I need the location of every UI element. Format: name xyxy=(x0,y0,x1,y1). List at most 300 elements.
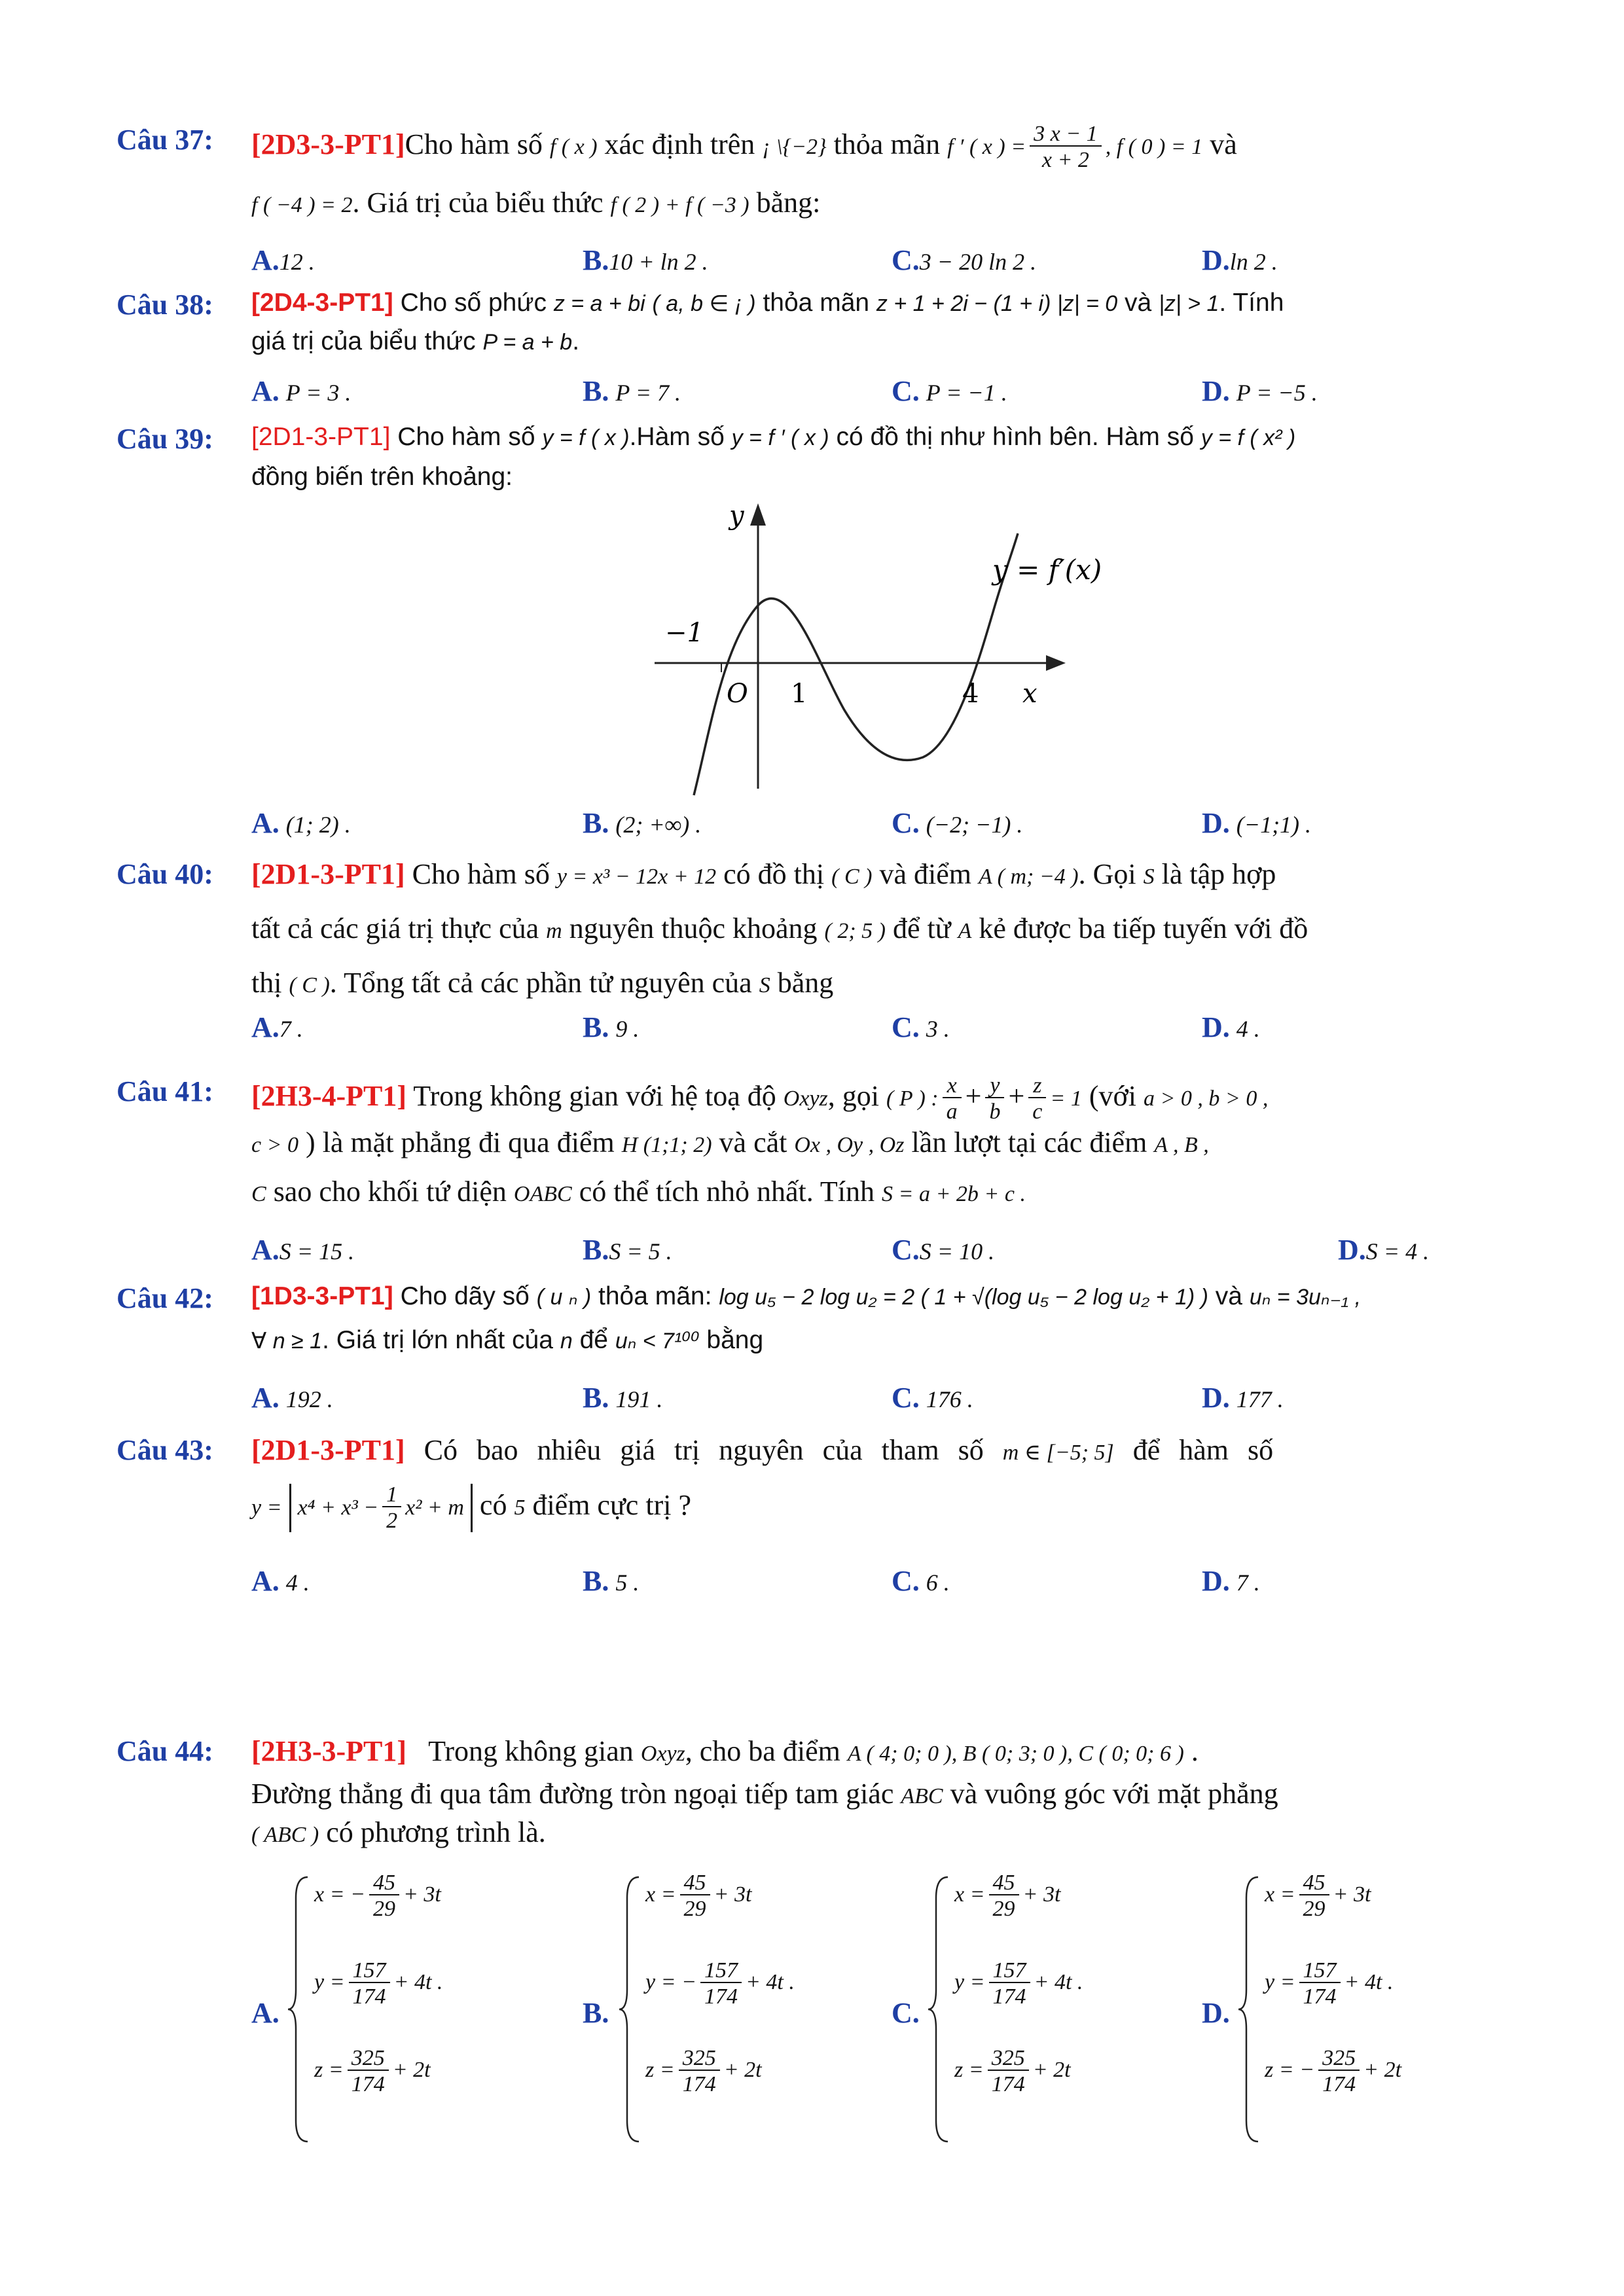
option-value: (2; +∞) . xyxy=(615,812,702,838)
math: x = xyxy=(1265,1882,1295,1907)
text: . xyxy=(572,327,580,355)
option-letter: C. xyxy=(892,1382,920,1414)
text: , gọi xyxy=(827,1080,879,1113)
math: + 2t xyxy=(392,2057,431,2082)
math: A , B , xyxy=(1154,1133,1209,1157)
text: Trong không gian xyxy=(428,1735,634,1767)
math: m xyxy=(546,918,562,943)
question-text xyxy=(251,912,1517,946)
option-value: (1; 2) . xyxy=(285,812,351,838)
option-value: 4 . xyxy=(1236,1016,1260,1042)
question-text xyxy=(251,857,1517,892)
option-letter: B. xyxy=(583,244,609,276)
math: ¡ \{−2} xyxy=(762,135,827,160)
question-number: Câu 37: xyxy=(117,124,213,156)
math: Oxyz xyxy=(640,1742,685,1766)
math: + 4t . xyxy=(1034,1969,1083,1994)
text: có thể tích nhỏ nhất. Tính xyxy=(579,1175,875,1208)
text: thỏa mãn xyxy=(833,128,941,161)
option-a[interactable] xyxy=(251,1011,303,1044)
question-text xyxy=(251,462,1517,493)
math: x = xyxy=(645,1882,676,1907)
option-letter: C. xyxy=(892,1565,920,1597)
option-value: (−1;1) . xyxy=(1236,812,1312,838)
option-value: (−2; −1) . xyxy=(926,812,1023,838)
denominator: 174 xyxy=(704,1984,738,2009)
denominator: 29 xyxy=(992,1897,1015,1921)
derivative-graph xyxy=(648,501,1119,802)
question-text xyxy=(251,1484,1517,1532)
math: , B ( 0; 3; 0 ) xyxy=(951,1742,1068,1766)
option-letter: A. xyxy=(251,1565,280,1597)
option-d[interactable] xyxy=(1202,1011,1260,1044)
y-axis-arrow-icon xyxy=(750,503,766,526)
math: z + 1 + 2i − (1 + i) |z| = 0 xyxy=(876,291,1118,316)
text: Đường thẳng đi qua tâm đường tròn ngoại tiếp tam giác xyxy=(251,1777,894,1810)
math: y = − xyxy=(645,1969,696,1994)
question-text xyxy=(251,327,1517,357)
math: y = x³ − 12x + 12 xyxy=(556,865,717,889)
question-text xyxy=(251,1433,1517,1468)
option-letter: A. xyxy=(251,375,280,407)
math: ( C ) xyxy=(289,973,330,997)
denominator: 29 xyxy=(1303,1897,1326,1921)
numerator: 325 xyxy=(679,2047,720,2071)
option-letter: B. xyxy=(583,1234,609,1266)
option-value: P = −5 . xyxy=(1236,380,1318,406)
math: P = a + b xyxy=(482,329,573,355)
question-text xyxy=(251,1175,1517,1210)
option-value: 3 − 20 ln 2 . xyxy=(919,249,1037,275)
text: sao cho khối tứ diện xyxy=(273,1175,507,1208)
option-letter: A. xyxy=(251,1011,280,1043)
fraction xyxy=(989,1960,1030,2008)
math: OABC xyxy=(513,1181,572,1206)
tick-1: 1 xyxy=(791,679,808,709)
question-number: Câu 42: xyxy=(117,1282,213,1314)
brace-icon xyxy=(618,1872,644,2147)
math: ( u ₙ ) xyxy=(536,1285,592,1310)
math: + 2t xyxy=(1363,2057,1402,2082)
numerator: 3 x − 1 xyxy=(1030,123,1102,147)
question-number: Câu 40: xyxy=(117,858,213,890)
text: lần lượt tại các điểm xyxy=(911,1126,1147,1158)
math: f ( −4 ) = 2 xyxy=(251,193,353,217)
math: Oxyz xyxy=(783,1086,828,1111)
text: Cho hàm số xyxy=(405,128,543,161)
text: bằng xyxy=(706,1325,764,1354)
text: bằng: xyxy=(756,187,821,219)
option-letter: D. xyxy=(1202,1997,1230,2029)
question-text xyxy=(251,123,1517,171)
option-d[interactable] xyxy=(1202,374,1318,408)
numerator: 325 xyxy=(988,2047,1029,2071)
math: + 4t . xyxy=(745,1969,795,1994)
question-tag: [2D1-3-PT1] xyxy=(251,858,405,890)
option-letter: B. xyxy=(583,1382,609,1414)
text: thỏa mãn xyxy=(763,289,870,317)
system-row-z xyxy=(954,2047,1071,2096)
text: Cho hàm số xyxy=(397,423,535,451)
text: để xyxy=(579,1325,608,1354)
text: điểm cực trị ? xyxy=(532,1488,691,1521)
math: S xyxy=(759,973,770,997)
option-value: 191 . xyxy=(615,1386,663,1412)
text: Cho hàm số xyxy=(412,858,550,890)
math: Ox , Oy , Oz xyxy=(794,1133,905,1157)
option-a[interactable] xyxy=(251,243,315,277)
question-text xyxy=(251,1734,1517,1769)
option-value: S = 4 . xyxy=(1365,1238,1430,1265)
question-tag: [2D1-3-PT1] xyxy=(251,423,391,451)
numerator: z xyxy=(1028,1075,1046,1098)
numerator: 45 xyxy=(680,1872,710,1895)
denominator: 174 xyxy=(991,2072,1025,2096)
math: ( 2; 5 ) xyxy=(824,918,886,943)
math: f ′ ( x ) = xyxy=(947,135,1026,160)
option-b[interactable] xyxy=(583,1233,672,1266)
system-row-y xyxy=(314,1960,442,2008)
text: , cho ba điểm xyxy=(685,1735,840,1767)
fraction xyxy=(382,1484,401,1532)
fraction xyxy=(985,1075,1004,1123)
system-row-y xyxy=(645,1960,795,2008)
math: x⁴ + x³ − xyxy=(297,1495,379,1520)
question-text: [2H3-4-PT1] Trong không gian với hệ toạ độ Oxyz, gọi ( P ) : $\frac{x}{a}$ + $\frac{y}{b}$ + $\frac{z}{c}$ = 1 (với a > 0 , b > 0 , xyxy=(251,1073,1269,1124)
text: tất cả các giá trị thực của xyxy=(251,912,539,944)
text: thị xyxy=(251,966,282,999)
math: n xyxy=(560,1328,573,1354)
denominator: 29 xyxy=(372,1897,395,1921)
math: , f ( 0 ) = 1 xyxy=(1105,135,1203,160)
math: y = f ′ ( x ) xyxy=(731,425,829,450)
option-value: 6 . xyxy=(926,1570,950,1596)
text: và xyxy=(1215,1282,1242,1310)
absolute-value xyxy=(289,1484,473,1532)
question-tag: [2D1-3-PT1] xyxy=(251,1434,405,1466)
y-label: y xyxy=(729,501,744,531)
option-value: 7 . xyxy=(279,1016,303,1042)
option-letter: D. xyxy=(1202,1565,1230,1597)
option-a[interactable] xyxy=(251,1564,310,1598)
text: .Hàm số xyxy=(629,423,725,451)
math: A xyxy=(958,918,972,943)
option-b[interactable] xyxy=(583,1564,639,1598)
option-letter: D. xyxy=(1202,244,1230,276)
option-b[interactable] xyxy=(583,1381,662,1414)
text: Cho dãy số xyxy=(400,1282,530,1310)
option-letter: C. xyxy=(892,1997,920,2029)
text: giá trị của biểu thức xyxy=(251,327,476,355)
denominator: b xyxy=(989,1100,1001,1124)
math: ( P ) : xyxy=(886,1086,939,1111)
question-text xyxy=(251,1325,1517,1356)
numerator: 325 xyxy=(1318,2047,1360,2071)
math: y = xyxy=(314,1969,345,1994)
fraction xyxy=(680,1872,710,1920)
system-row-y xyxy=(954,1960,1083,2008)
option-letter: B. xyxy=(583,1997,609,2029)
question-number: Câu 41: xyxy=(117,1075,213,1107)
fraction xyxy=(349,1960,390,2008)
option-value: P = 3 . xyxy=(285,380,352,406)
option-letter: B. xyxy=(583,1011,609,1043)
math: c > 0 xyxy=(251,1133,299,1157)
math: S = a + 2b + c . xyxy=(882,1181,1026,1206)
curve xyxy=(694,533,1018,795)
denominator: 174 xyxy=(992,1984,1026,2009)
math: + 4t . xyxy=(393,1969,443,1994)
option-c[interactable] xyxy=(892,374,1007,408)
denominator: 174 xyxy=(1303,1984,1337,2009)
math: , C ( 0; 0; 6 ) xyxy=(1067,1742,1184,1766)
option-value: 176 . xyxy=(926,1386,973,1412)
math: ( ABC ) xyxy=(251,1822,319,1847)
denominator: 174 xyxy=(351,2072,385,2096)
option-d[interactable] xyxy=(1202,806,1311,840)
denominator: 174 xyxy=(1322,2072,1356,2096)
math: z = − xyxy=(1265,2057,1315,2082)
option-value: 9 . xyxy=(615,1016,640,1042)
numerator: 157 xyxy=(349,1960,390,1983)
x-label: x xyxy=(1022,679,1038,709)
option-b[interactable] xyxy=(583,1011,639,1044)
math: + 3t xyxy=(1333,1882,1371,1907)
math: + 4t . xyxy=(1344,1969,1394,1994)
fraction xyxy=(700,1960,742,2008)
text: . Tính xyxy=(1219,289,1284,317)
question-number: Câu 43: xyxy=(117,1434,213,1466)
option-value: 177 . xyxy=(1236,1386,1284,1412)
question-number: Câu 44: xyxy=(117,1735,213,1767)
question-text xyxy=(251,966,1517,1001)
question-number: Câu 39: xyxy=(117,423,213,455)
math: z = xyxy=(954,2057,984,2082)
math: x = − xyxy=(314,1882,365,1907)
denominator: c xyxy=(1032,1100,1043,1124)
option-c[interactable] xyxy=(892,1381,973,1414)
option-c[interactable] xyxy=(892,1233,994,1266)
math: A ( m; −4 ) xyxy=(978,865,1079,889)
question-text xyxy=(251,288,1517,319)
question-text xyxy=(251,1282,1517,1312)
denominator: 174 xyxy=(682,2072,716,2096)
option-letter: B. xyxy=(583,1565,609,1597)
text: . Giá trị của biểu thức xyxy=(352,187,604,219)
option-letter: B. xyxy=(583,807,609,839)
text: có phương trình là. xyxy=(326,1816,546,1848)
question-tag: [2D4-3-PT1] xyxy=(251,289,393,317)
system-row-x xyxy=(1265,1872,1371,1920)
math: 5 xyxy=(514,1495,526,1520)
option-value: P = −1 . xyxy=(926,380,1007,406)
option-value: 4 . xyxy=(285,1570,310,1596)
math: x = xyxy=(954,1882,985,1907)
numerator: 157 xyxy=(989,1960,1030,1983)
math: y = xyxy=(1265,1969,1295,1994)
math: = 1 xyxy=(1050,1086,1082,1111)
option-letter: A. xyxy=(251,1234,280,1266)
option-letter: A. xyxy=(251,1997,280,2029)
option-a[interactable] xyxy=(251,1381,333,1414)
math: f ( 2 ) + f ( −3 ) xyxy=(610,193,749,217)
system-row-y xyxy=(1265,1960,1393,2008)
option-b[interactable] xyxy=(583,374,681,408)
math: y = xyxy=(954,1969,985,1994)
option-letter: C. xyxy=(892,1234,920,1266)
math: C xyxy=(251,1181,266,1206)
numerator: y xyxy=(985,1075,1004,1098)
option-value: 10 + ln 2 . xyxy=(609,249,708,275)
math: f ( x ) xyxy=(549,135,598,160)
text: và cắt xyxy=(719,1126,787,1158)
option-value: 12 . xyxy=(279,249,315,275)
text: . xyxy=(1191,1735,1199,1767)
option-letter: C. xyxy=(892,1011,920,1043)
system-row-x xyxy=(314,1872,441,1920)
option-value: P = 7 . xyxy=(615,380,681,406)
curve-label: y = f′(x) xyxy=(992,554,1102,586)
math: H (1;1; 2) xyxy=(621,1133,712,1157)
denominator: 2 xyxy=(386,1508,398,1533)
numerator: 45 xyxy=(989,1872,1019,1895)
option-value: S = 10 . xyxy=(919,1238,995,1265)
option-c[interactable] xyxy=(892,806,1022,840)
question-tag: [2H3-4-PT1] xyxy=(251,1080,407,1113)
fraction xyxy=(1299,1960,1341,2008)
fraction xyxy=(679,2047,720,2096)
option-c[interactable] xyxy=(892,1564,950,1598)
math: ( C ) xyxy=(831,865,873,889)
option-a[interactable] xyxy=(251,1233,354,1266)
text: là tập hợp xyxy=(1161,858,1276,890)
tick-neg1: −1 xyxy=(665,618,704,648)
math: x² + m xyxy=(405,1495,464,1520)
numerator: 45 xyxy=(1299,1872,1329,1895)
option-d[interactable] xyxy=(1202,243,1278,277)
math: m ∈ [−5; 5] xyxy=(1002,1441,1114,1465)
question-number: Câu 38: xyxy=(117,289,213,321)
math: S xyxy=(1143,865,1155,889)
denominator: 29 xyxy=(683,1897,706,1921)
question-text xyxy=(251,422,1517,453)
option-c[interactable] xyxy=(892,243,1036,277)
option-letter: D. xyxy=(1338,1234,1366,1266)
text: để hàm số xyxy=(1132,1434,1274,1466)
option-letter: B. xyxy=(583,375,609,407)
text: đồng biến trên khoảng: xyxy=(251,462,513,491)
text: . Tổng tất cả các phần tử nguyên của xyxy=(329,966,752,999)
option-a[interactable] xyxy=(251,374,351,408)
option-d[interactable] xyxy=(1202,1564,1260,1598)
numerator: 325 xyxy=(348,2047,389,2071)
option-letter: D. xyxy=(1202,807,1230,839)
option-letter: C. xyxy=(892,244,920,276)
text: và xyxy=(1125,289,1152,317)
text: Có bao nhiêu giá trị nguyên của tham số xyxy=(424,1434,984,1466)
fraction xyxy=(1030,123,1102,171)
text: để từ xyxy=(892,912,951,944)
text: bằng xyxy=(777,966,834,999)
option-letter: C. xyxy=(892,807,920,839)
option-a[interactable] xyxy=(251,806,351,840)
option-value: 7 . xyxy=(1236,1570,1260,1596)
fraction xyxy=(989,1872,1019,1920)
system-row-x xyxy=(645,1872,751,1920)
math: + 3t xyxy=(1022,1882,1061,1907)
option-value: 192 . xyxy=(285,1386,333,1412)
denominator: x + 2 xyxy=(1041,148,1089,172)
option-letter: D. xyxy=(1202,1382,1230,1414)
option-letter: A. xyxy=(251,807,280,839)
math: y = f ( x ) xyxy=(542,425,630,450)
text: nguyên thuộc khoảng xyxy=(569,912,818,944)
question-text xyxy=(251,186,1517,221)
fraction xyxy=(943,1075,962,1123)
option-d[interactable] xyxy=(1338,1233,1429,1266)
math: + 3t xyxy=(403,1882,441,1907)
question-text xyxy=(251,1126,1517,1160)
numerator: 1 xyxy=(382,1484,401,1507)
text: thỏa mãn: xyxy=(598,1282,712,1310)
fraction xyxy=(1318,2047,1360,2096)
text: và xyxy=(1210,128,1237,161)
denominator: a xyxy=(946,1100,958,1124)
fraction xyxy=(369,1872,399,1920)
numerator: 157 xyxy=(700,1960,742,1983)
option-letter: D. xyxy=(1202,375,1230,407)
fraction xyxy=(1299,1872,1329,1920)
option-d[interactable] xyxy=(1202,1381,1284,1414)
math: ( a, b ∈ ¡ ) xyxy=(652,291,756,316)
text: có đồ thị như hình bên. Hàm số xyxy=(836,423,1194,451)
math: y = f ( x² ) xyxy=(1200,425,1296,450)
tick-4: 4 xyxy=(962,679,979,709)
math: z = xyxy=(645,2057,675,2082)
fraction xyxy=(988,2047,1029,2096)
origin-label: O xyxy=(727,679,748,709)
question-tag: [2H3-3-PT1] xyxy=(251,1735,407,1767)
brace-icon xyxy=(927,1872,953,2147)
option-letter: A. xyxy=(251,244,280,276)
system-row-z xyxy=(1265,2047,1401,2096)
text: kẻ được ba tiếp tuyến với đồ xyxy=(979,912,1308,944)
math: log u₅ − 2 log u₂ = 2 ( 1 + √(log u₅ − 2 log u₂ + 1) ) xyxy=(719,1285,1208,1310)
fraction xyxy=(1028,1075,1046,1123)
math: a > 0 , b > 0 , xyxy=(1143,1086,1269,1111)
option-value: S = 5 . xyxy=(609,1238,672,1265)
fraction xyxy=(348,2047,389,2096)
option-b[interactable] xyxy=(583,806,701,840)
math: ABC xyxy=(901,1784,943,1808)
numerator: 45 xyxy=(369,1872,399,1895)
option-letter: C. xyxy=(892,375,920,407)
text: xác định trên xyxy=(604,128,755,161)
math: z = a + bi xyxy=(553,291,645,316)
math: uₙ < 7¹⁰⁰ xyxy=(615,1328,700,1354)
option-c[interactable] xyxy=(892,1011,950,1044)
math: z = xyxy=(314,2057,344,2082)
text: và điểm xyxy=(879,858,971,890)
option-value: ln 2 . xyxy=(1229,249,1278,275)
question-text xyxy=(251,1816,1517,1850)
option-b[interactable] xyxy=(583,243,708,277)
math: + 2t xyxy=(1032,2057,1071,2082)
text: . Gọi xyxy=(1078,858,1136,890)
text: có đồ thị xyxy=(723,858,825,890)
text: có xyxy=(479,1488,507,1521)
math: + 2t xyxy=(723,2057,762,2082)
